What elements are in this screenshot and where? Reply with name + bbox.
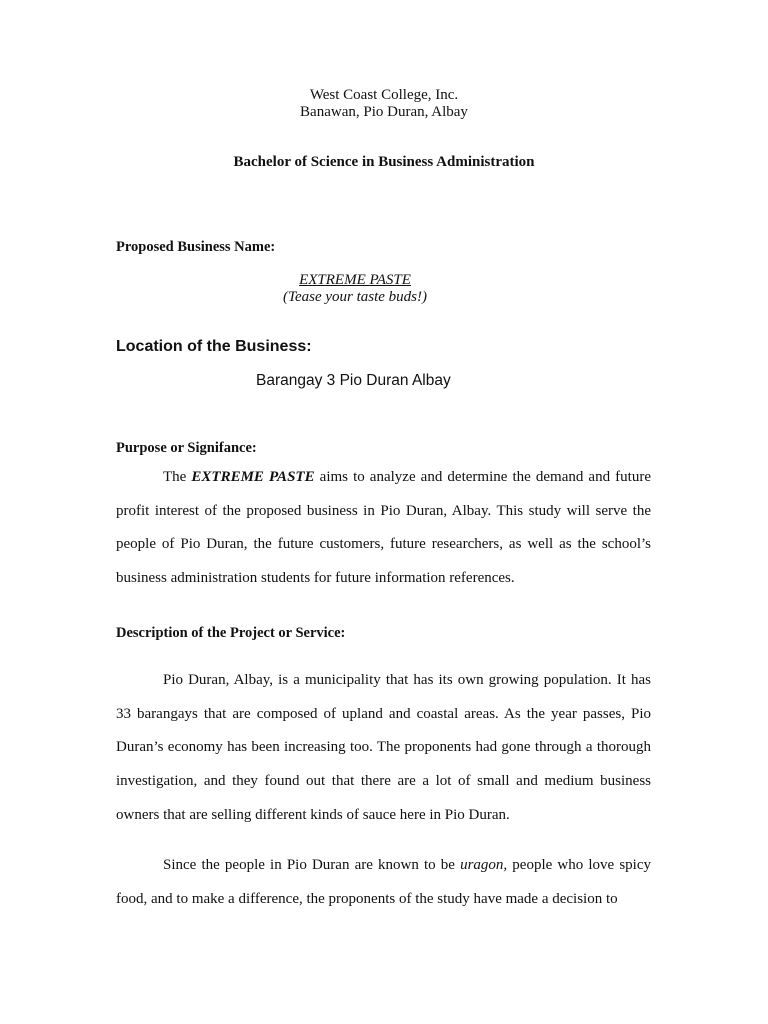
business-tagline: (Tease your taste buds!): [282, 289, 428, 305]
description-paragraph-2-emphasis: uragon,: [460, 857, 508, 873]
purpose-emphasis: EXTREME PASTE: [191, 469, 315, 485]
institution-name: West Coast College, Inc.: [309, 87, 459, 103]
purpose-body: aims to analyze and determine the demand and future profit interest of the proposed business in Pio Duran, Albay. This study will serve the people of Pio Duran, the future customers, future researchers, as well as the school’s business administration students for future information references.: [116, 469, 651, 587]
institution-address: Banawan, Pio Duran, Albay: [300, 104, 468, 120]
description-paragraph-1: [116, 664, 651, 833]
purpose-heading: Purpose or Signifance:: [116, 440, 257, 456]
program-title: Bachelor of Science in Business Administration: [233, 154, 535, 170]
location-value: Barangay 3 Pio Duran Albay: [256, 372, 451, 389]
description-paragraph-1-text: Pio Duran, Albay, is a municipality that has its own growing population. It has 33 barangays that are composed of upland and coastal areas. As the year passes, Pio Duran’s economy has been increasing too. The proponents had gone through a thorough investigation, and they found out that there are a lot of small and medium business owners that are selling different kinds of sauce here in Pio Duran.: [116, 672, 651, 823]
description-paragraph-2: [116, 849, 651, 916]
business-name: EXTREME PASTE: [299, 272, 411, 288]
location-heading: Location of the Business:: [116, 338, 312, 355]
business-name-heading: Proposed Business Name:: [116, 239, 276, 255]
description-paragraph-2-after: people who love spicy food, and to make a difference, the proponents of the study have made a decision to: [116, 857, 651, 907]
description-paragraph-2-before: Since the people in Pio Duran are known to be: [163, 857, 461, 873]
description-heading: Description of the Project or Service:: [116, 625, 346, 641]
purpose-paragraph: [116, 461, 651, 596]
purpose-intro: The: [163, 469, 192, 485]
